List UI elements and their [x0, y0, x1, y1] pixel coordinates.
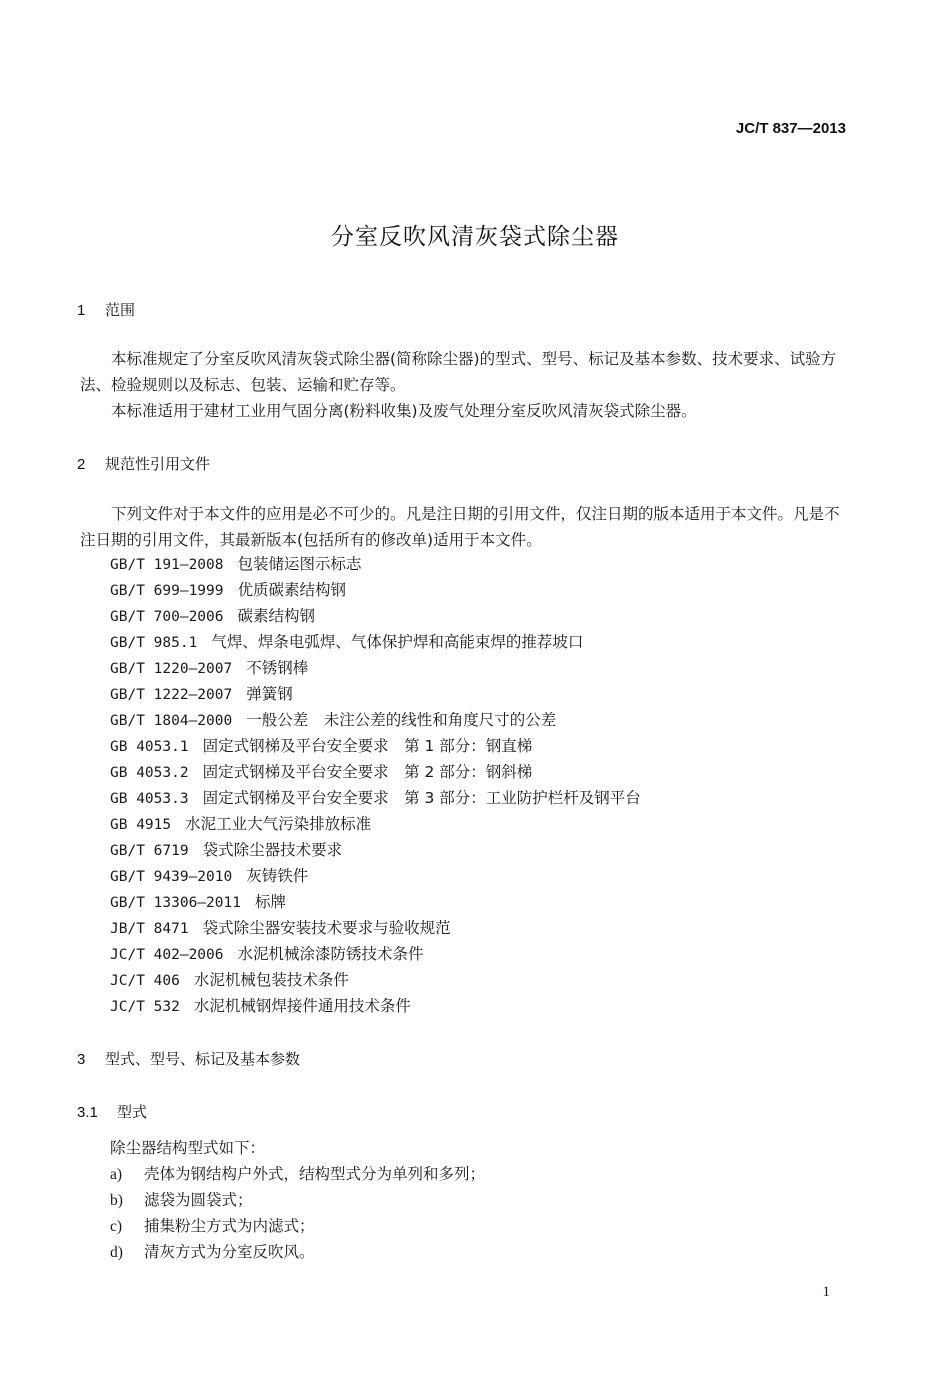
section-1-paragraph: 本标准适用于建材工业用气固分离(粉料收集)及废气处理分室反吹风清灰袋式除尘器。: [111, 402, 697, 420]
reference-code: GB/T 13306—2011: [110, 895, 241, 911]
reference-code: GB/T 9439—2010: [110, 869, 233, 885]
reference-title: 固定式钢梯及平台安全要求 第 1 部分：钢直梯: [202, 737, 533, 755]
list-item: [110, 551, 641, 577]
page-title: 分室反吹风清灰袋式除尘器: [331, 224, 619, 250]
section-number: 1: [77, 302, 86, 319]
list-item: [110, 1187, 485, 1213]
section-title: 型式、型号、标记及基本参数: [105, 1050, 301, 1068]
list-item: [110, 837, 641, 863]
list-item: [110, 967, 641, 993]
reference-code: GB/T 1804—2000: [110, 713, 233, 729]
list-item: [110, 941, 641, 967]
reference-title: 一般公差 未注公差的线性和角度尺寸的公差: [246, 711, 557, 729]
list-item: [110, 785, 641, 811]
list-item-text: 捕集粉尘方式为内滤式；: [144, 1217, 315, 1235]
reference-title: 固定式钢梯及平台安全要求 第 2 部分：钢斜梯: [202, 763, 533, 781]
reference-code: GB/T 1220—2007: [110, 661, 233, 677]
section-number: 2: [77, 456, 86, 473]
reference-code: JC/T 406: [110, 973, 180, 989]
reference-title: 水泥工业大气污染排放标准: [185, 815, 372, 833]
reference-title: 标牌: [254, 893, 286, 911]
reference-code: JC/T 402—2006: [110, 947, 224, 963]
list-item: [110, 1213, 485, 1239]
section-2-intro: 下列文件对于本文件的应用是必不可少的。凡是注日期的引用文件，仅注日期的版本适用于本文件。凡是不注日期的引用文件，其最新版本(包括所有的修改单)适用于本文件。: [80, 505, 840, 549]
reference-code: GB/T 191—2008: [110, 557, 224, 573]
list-marker: c): [110, 1218, 123, 1235]
list-item: [110, 759, 641, 785]
reference-code: GB/T 6719: [110, 843, 189, 859]
list-marker: a): [110, 1166, 123, 1183]
reference-code: GB/T 985.1: [110, 635, 198, 651]
list-item: [110, 655, 641, 681]
reference-title: 包装储运图示标志: [237, 555, 362, 573]
list-item-text: 壳体为钢结构户外式，结构型式分为单列和多列；: [144, 1165, 486, 1183]
list-item: [110, 993, 641, 1019]
reference-title: 灰铸铁件: [246, 867, 309, 885]
reference-list: [110, 551, 641, 1019]
list-item: [110, 811, 641, 837]
list-item: [110, 603, 641, 629]
reference-title: 固定式钢梯及平台安全要求 第 3 部分：工业防护栏杆及钢平台: [202, 789, 641, 807]
section-1-heading: [77, 299, 135, 320]
list-item: [110, 889, 641, 915]
list-marker: b): [110, 1192, 123, 1209]
reference-title: 不锈钢棒: [246, 659, 309, 677]
section-2-heading: [77, 453, 210, 474]
section-3-1-intro: 除尘器结构型式如下：: [110, 1139, 266, 1157]
section-number: 3: [77, 1051, 86, 1068]
reference-title: 水泥机械包装技术条件: [193, 971, 349, 989]
section-title: 范围: [105, 301, 136, 319]
list-item: [110, 915, 641, 941]
reference-code: GB/T 699—1999: [110, 583, 224, 599]
list-item: [110, 1239, 485, 1265]
section-3-1-heading: [77, 1101, 147, 1122]
reference-title: 袋式除尘器技术要求: [202, 841, 343, 859]
list-marker: d): [110, 1244, 123, 1261]
reference-code: GB 4915: [110, 817, 172, 833]
reference-code: GB 4053.3: [110, 791, 189, 807]
list-item-text: 滤袋为圆袋式；: [144, 1191, 253, 1209]
reference-code: GB/T 1222—2007: [110, 687, 233, 703]
reference-code: GB 4053.1: [110, 739, 189, 755]
section-1-paragraph: 本标准规定了分室反吹风清灰袋式除尘器(简称除尘器)的型式、型号、标记及基本参数、技术要求、试验方法、检验规则以及标志、包装、运输和贮存等。: [80, 350, 837, 394]
page-number: 1: [822, 1284, 830, 1300]
section-title: 型式: [117, 1103, 148, 1121]
list-item: [110, 1161, 485, 1187]
list-item: [110, 863, 641, 889]
reference-title: 碳素结构钢: [237, 607, 316, 625]
reference-title: 水泥机械涂漆防锈技术条件: [237, 945, 424, 963]
list-item: [110, 577, 641, 603]
list-item: [110, 707, 641, 733]
list-item: [110, 629, 641, 655]
section-title: 规范性引用文件: [105, 455, 211, 473]
reference-code: JC/T 532: [110, 999, 180, 1015]
type-list: [110, 1161, 485, 1265]
reference-title: 气焊、焊条电弧焊、气体保护焊和高能束焊的推荐坡口: [211, 633, 584, 651]
list-item-text: 清灰方式为分室反吹风。: [144, 1243, 315, 1261]
standard-code: JC/T 837—2013: [735, 120, 846, 137]
list-item: [110, 681, 641, 707]
reference-code: GB/T 700—2006: [110, 609, 224, 625]
list-item: [110, 733, 641, 759]
section-number: 3.1: [77, 1104, 98, 1121]
section-3-heading: [77, 1048, 300, 1069]
reference-title: 优质碳素结构钢: [237, 581, 347, 599]
reference-title: 弹簧钢: [246, 685, 293, 703]
reference-code: JB/T 8471: [110, 921, 189, 937]
reference-title: 水泥机械钢焊接件通用技术条件: [193, 997, 411, 1015]
reference-title: 袋式除尘器安装技术要求与验收规范: [202, 919, 451, 937]
reference-code: GB 4053.2: [110, 765, 189, 781]
